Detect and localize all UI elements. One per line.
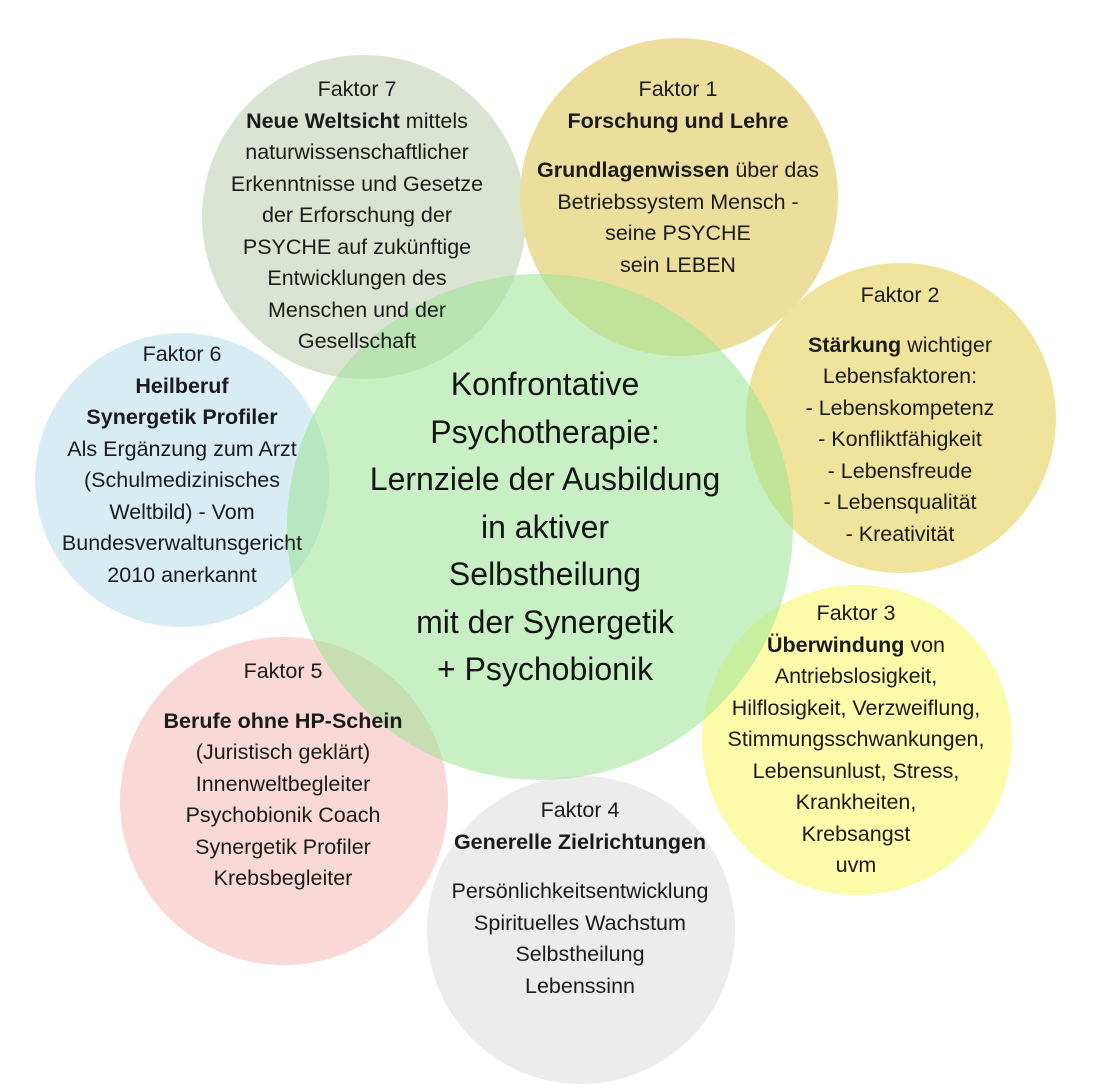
faktor-5-line: Synergetik Profiler (195, 834, 371, 859)
center-title-line: Lernziele der Ausbildung (369, 461, 721, 497)
faktor-2-line: - Lebensfreude (827, 458, 973, 483)
faktor-1-line: sein LEBEN (620, 252, 736, 277)
faktor-6-line: Weltbild) - Vom (109, 499, 255, 524)
faktor-2-line: Lebensfaktoren: (822, 364, 978, 388)
faktor-3-line: Überwindung von (766, 632, 945, 657)
faktor-6-title: Heilberuf (135, 373, 229, 398)
faktor-2-line: Stärkung wichtiger (808, 332, 992, 357)
faktor-6-line: (Schulmedizinisches (84, 468, 280, 492)
faktor-5-line: (Juristisch geklärt) (195, 740, 371, 764)
faktor-5-line: Krebsbegleiter (213, 866, 353, 890)
faktor-2-line: - Lebensqualität (823, 490, 977, 514)
faktor-3-line: Hilflosigkeit, Verzweiflung, (731, 695, 981, 720)
faktor-4-line: Spirituelles Wachstum (474, 910, 686, 935)
faktor-3-text (728, 598, 985, 882)
faktor-7-line: Menschen und der (267, 297, 447, 322)
faktor-3-label: Faktor 3 (816, 601, 896, 625)
faktor-4-title: Generelle Zielrichtungen (453, 829, 707, 854)
faktor-5-line: Psychobionik Coach (185, 803, 381, 827)
faktor-6-title2: Synergetik Profiler (86, 405, 278, 429)
faktor-7-line: PSYCHE auf zukünftige (242, 234, 472, 259)
faktor-3-line: Krebsangst (801, 821, 911, 846)
faktor-7-line: Entwicklungen des (267, 266, 447, 290)
faktor-2-label: Faktor 2 (860, 283, 940, 307)
faktor-2-line: - Konfliktfähigkeit (818, 427, 982, 451)
faktor-2-line: - Kreativität (845, 521, 955, 546)
faktor-5-text (164, 656, 403, 895)
faktor-6-label: Faktor 6 (142, 342, 222, 366)
faktor-1-text (537, 74, 819, 281)
center-title-line: + Psychobionik (436, 651, 654, 687)
faktor-7-line: der Erforschung der (261, 203, 452, 227)
faktor-5-line: Innenweltbegleiter (195, 771, 371, 796)
faktor-4-line: Persönlichkeitsentwicklung (451, 879, 709, 903)
center-title-line: Psychotherapie: (430, 413, 660, 450)
center-title-line: Konfrontative (450, 366, 640, 402)
faktor-7-label: Faktor 7 (317, 77, 397, 101)
faktor-6-line: Bundesverwaltunsgericht (61, 531, 303, 555)
faktor-3-line: Antriebslosigkeit, (774, 664, 938, 688)
faktor-1-line: seine PSYCHE (605, 221, 751, 245)
faktor-2-line: - Lebenskompetenz (805, 395, 995, 420)
faktor-3-line: Lebensunlust, Stress, (752, 758, 960, 783)
faktor-3-line: uvm (835, 853, 877, 877)
faktor-5-label: Faktor 5 (243, 659, 323, 683)
faktor-7-line: Gesellschaft (297, 329, 417, 353)
faktor-4-label: Faktor 4 (540, 798, 620, 822)
faktor-1-line: Betriebssystem Mensch - (557, 189, 799, 214)
center-title-line: in aktiver (480, 508, 610, 545)
faktor-7-line: naturwissenschaftlicher (245, 140, 469, 164)
faktor-1-title: Forschung und Lehre (567, 108, 789, 133)
faktor-4-line: Selbstheilung (515, 942, 645, 966)
center-title (370, 361, 720, 694)
faktor-4-text (452, 795, 709, 1002)
faktor-5-title: Berufe ohne HP-Schein (163, 708, 403, 733)
faktor-6-line: 2010 anerkannt (107, 562, 257, 587)
faktor-1-label: Faktor 1 (638, 77, 718, 101)
faktor-4-line: Lebenssinn (525, 973, 635, 998)
faktor-3-line: Stimmungsschwankungen, (727, 727, 985, 751)
faktor-7-line: Erkenntnisse und Gesetze (230, 171, 484, 196)
faktor-7-line: Neue Weltsicht mittels (246, 108, 468, 133)
faktor-2-text (806, 280, 995, 550)
faktor-7-text (231, 74, 483, 358)
center-title-line: Selbstheilung (448, 556, 642, 592)
faktor-6-line: Als Ergänzung zum Arzt (67, 436, 297, 461)
faktor-1-line: Grundlagenwissen über das (536, 158, 820, 182)
center-title-line: mit der Synergetik (416, 603, 674, 640)
faktor-3-line: Krankheiten, (795, 790, 917, 814)
faktor-6-text (62, 339, 302, 591)
